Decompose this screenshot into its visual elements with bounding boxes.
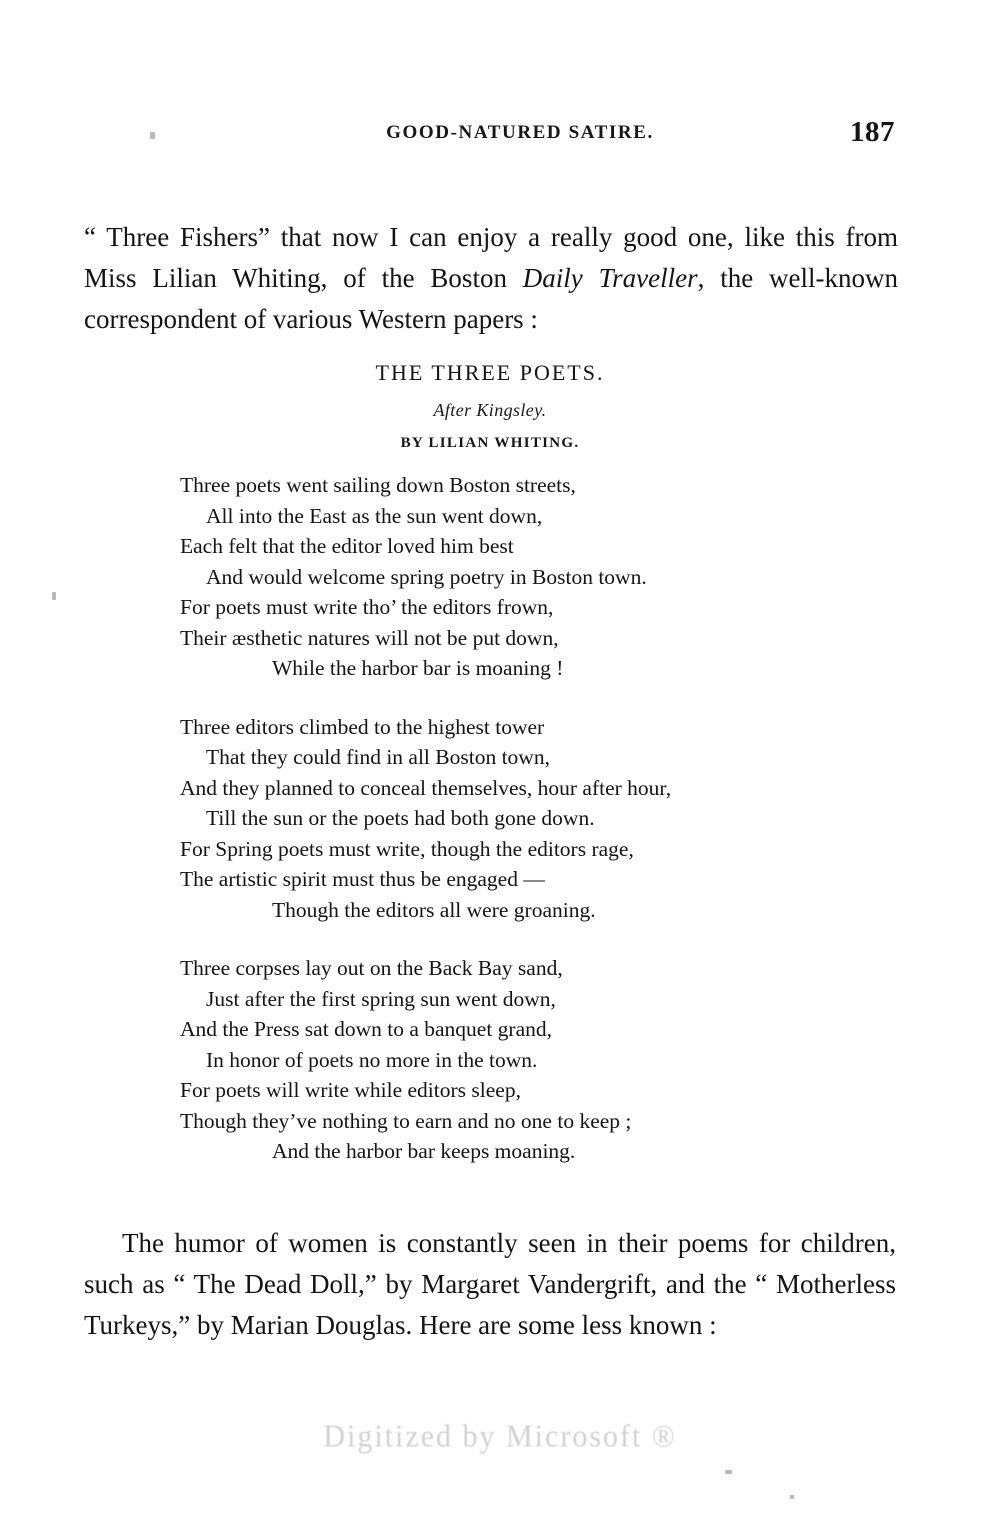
poem-author: BY LILIAN WHITING. [400, 435, 580, 451]
running-head-title: GOOD-NATURED SATIRE. [386, 122, 654, 143]
poem-line: And the Press sat down to a banquet grand, [180, 1017, 552, 1041]
poem-stanza [84, 712, 896, 926]
poem-line: Till the sun or the poets had both gone down. [206, 806, 595, 830]
page-speck [150, 132, 155, 139]
poem-line: And would welcome spring poetry in Boston town. [206, 564, 647, 589]
poem-line: Though the editors all were groaning. [272, 897, 596, 922]
poem-line: Three editors climbed to the highest tower [180, 714, 545, 739]
poem-line: For Spring poets must write, though the editors rage, [180, 836, 634, 861]
paragraph-before-poem [84, 217, 898, 340]
poem-line: Three poets went sailing down Boston streets, [180, 473, 576, 497]
paragraph-before-part1: “ Three Fishers” that now I can enjoy a really good one, like this from Miss Lilian Whiting, of the Boston [84, 222, 898, 293]
page-speck [52, 592, 56, 600]
poem-line: While the harbor bar is moaning ! [272, 656, 564, 680]
paragraph-before-part2: , the well-known correspondent of various Western papers : [84, 263, 898, 334]
poem-block [84, 360, 896, 1195]
poem-line: And the harbor bar keeps moaning. [272, 1139, 576, 1163]
poem-stanza [84, 470, 896, 684]
watermark-text: Digitized by Microsoft ® [323, 1419, 677, 1454]
poem-line: Just after the first spring sun went down, [206, 986, 556, 1011]
poem-line: For poets will write while editors sleep, [180, 1078, 521, 1102]
page-number: 187 [850, 116, 895, 148]
poem-line: That they could find in all Boston town, [206, 745, 550, 769]
poem-title: THE THREE POETS. [375, 360, 605, 385]
paragraph-after-text: The humor of women is constantly seen in their poems for children, such as “ The Dead Doll,” by Margaret Vandergrift, and the “ Motherless Turkeys,” by Marian Douglas. Here are some less known : [84, 1228, 896, 1340]
poem-line: Though they’ve nothing to earn and no one to keep ; [180, 1108, 632, 1133]
poem-line: All into the East as the sun went down, [206, 503, 543, 528]
poem-line: Each felt that the editor loved him best [180, 534, 514, 558]
page-speck [725, 1470, 732, 1474]
watermark [0, 1419, 1000, 1455]
poem-line: Their æsthetic natures will not be put down, [180, 625, 559, 650]
poem-stanzas [84, 470, 896, 1167]
poem-subtitle: After Kingsley. [433, 400, 547, 420]
poem-line: For poets must write tho’ the editors frown, [180, 595, 554, 619]
publication-title: Daily Traveller [522, 263, 698, 293]
page-speck [790, 1495, 794, 1499]
poem-line: Three corpses lay out on the Back Bay sand, [180, 956, 563, 980]
poem-line: In honor of poets no more in the town. [206, 1047, 538, 1072]
paragraph-after-poem [84, 1223, 896, 1346]
poem-line: And they planned to conceal themselves, hour after hour, [180, 775, 672, 800]
poem-stanza [84, 953, 896, 1167]
running-head [150, 122, 890, 144]
poem-line: The artistic spirit must thus be engaged — [180, 867, 545, 891]
